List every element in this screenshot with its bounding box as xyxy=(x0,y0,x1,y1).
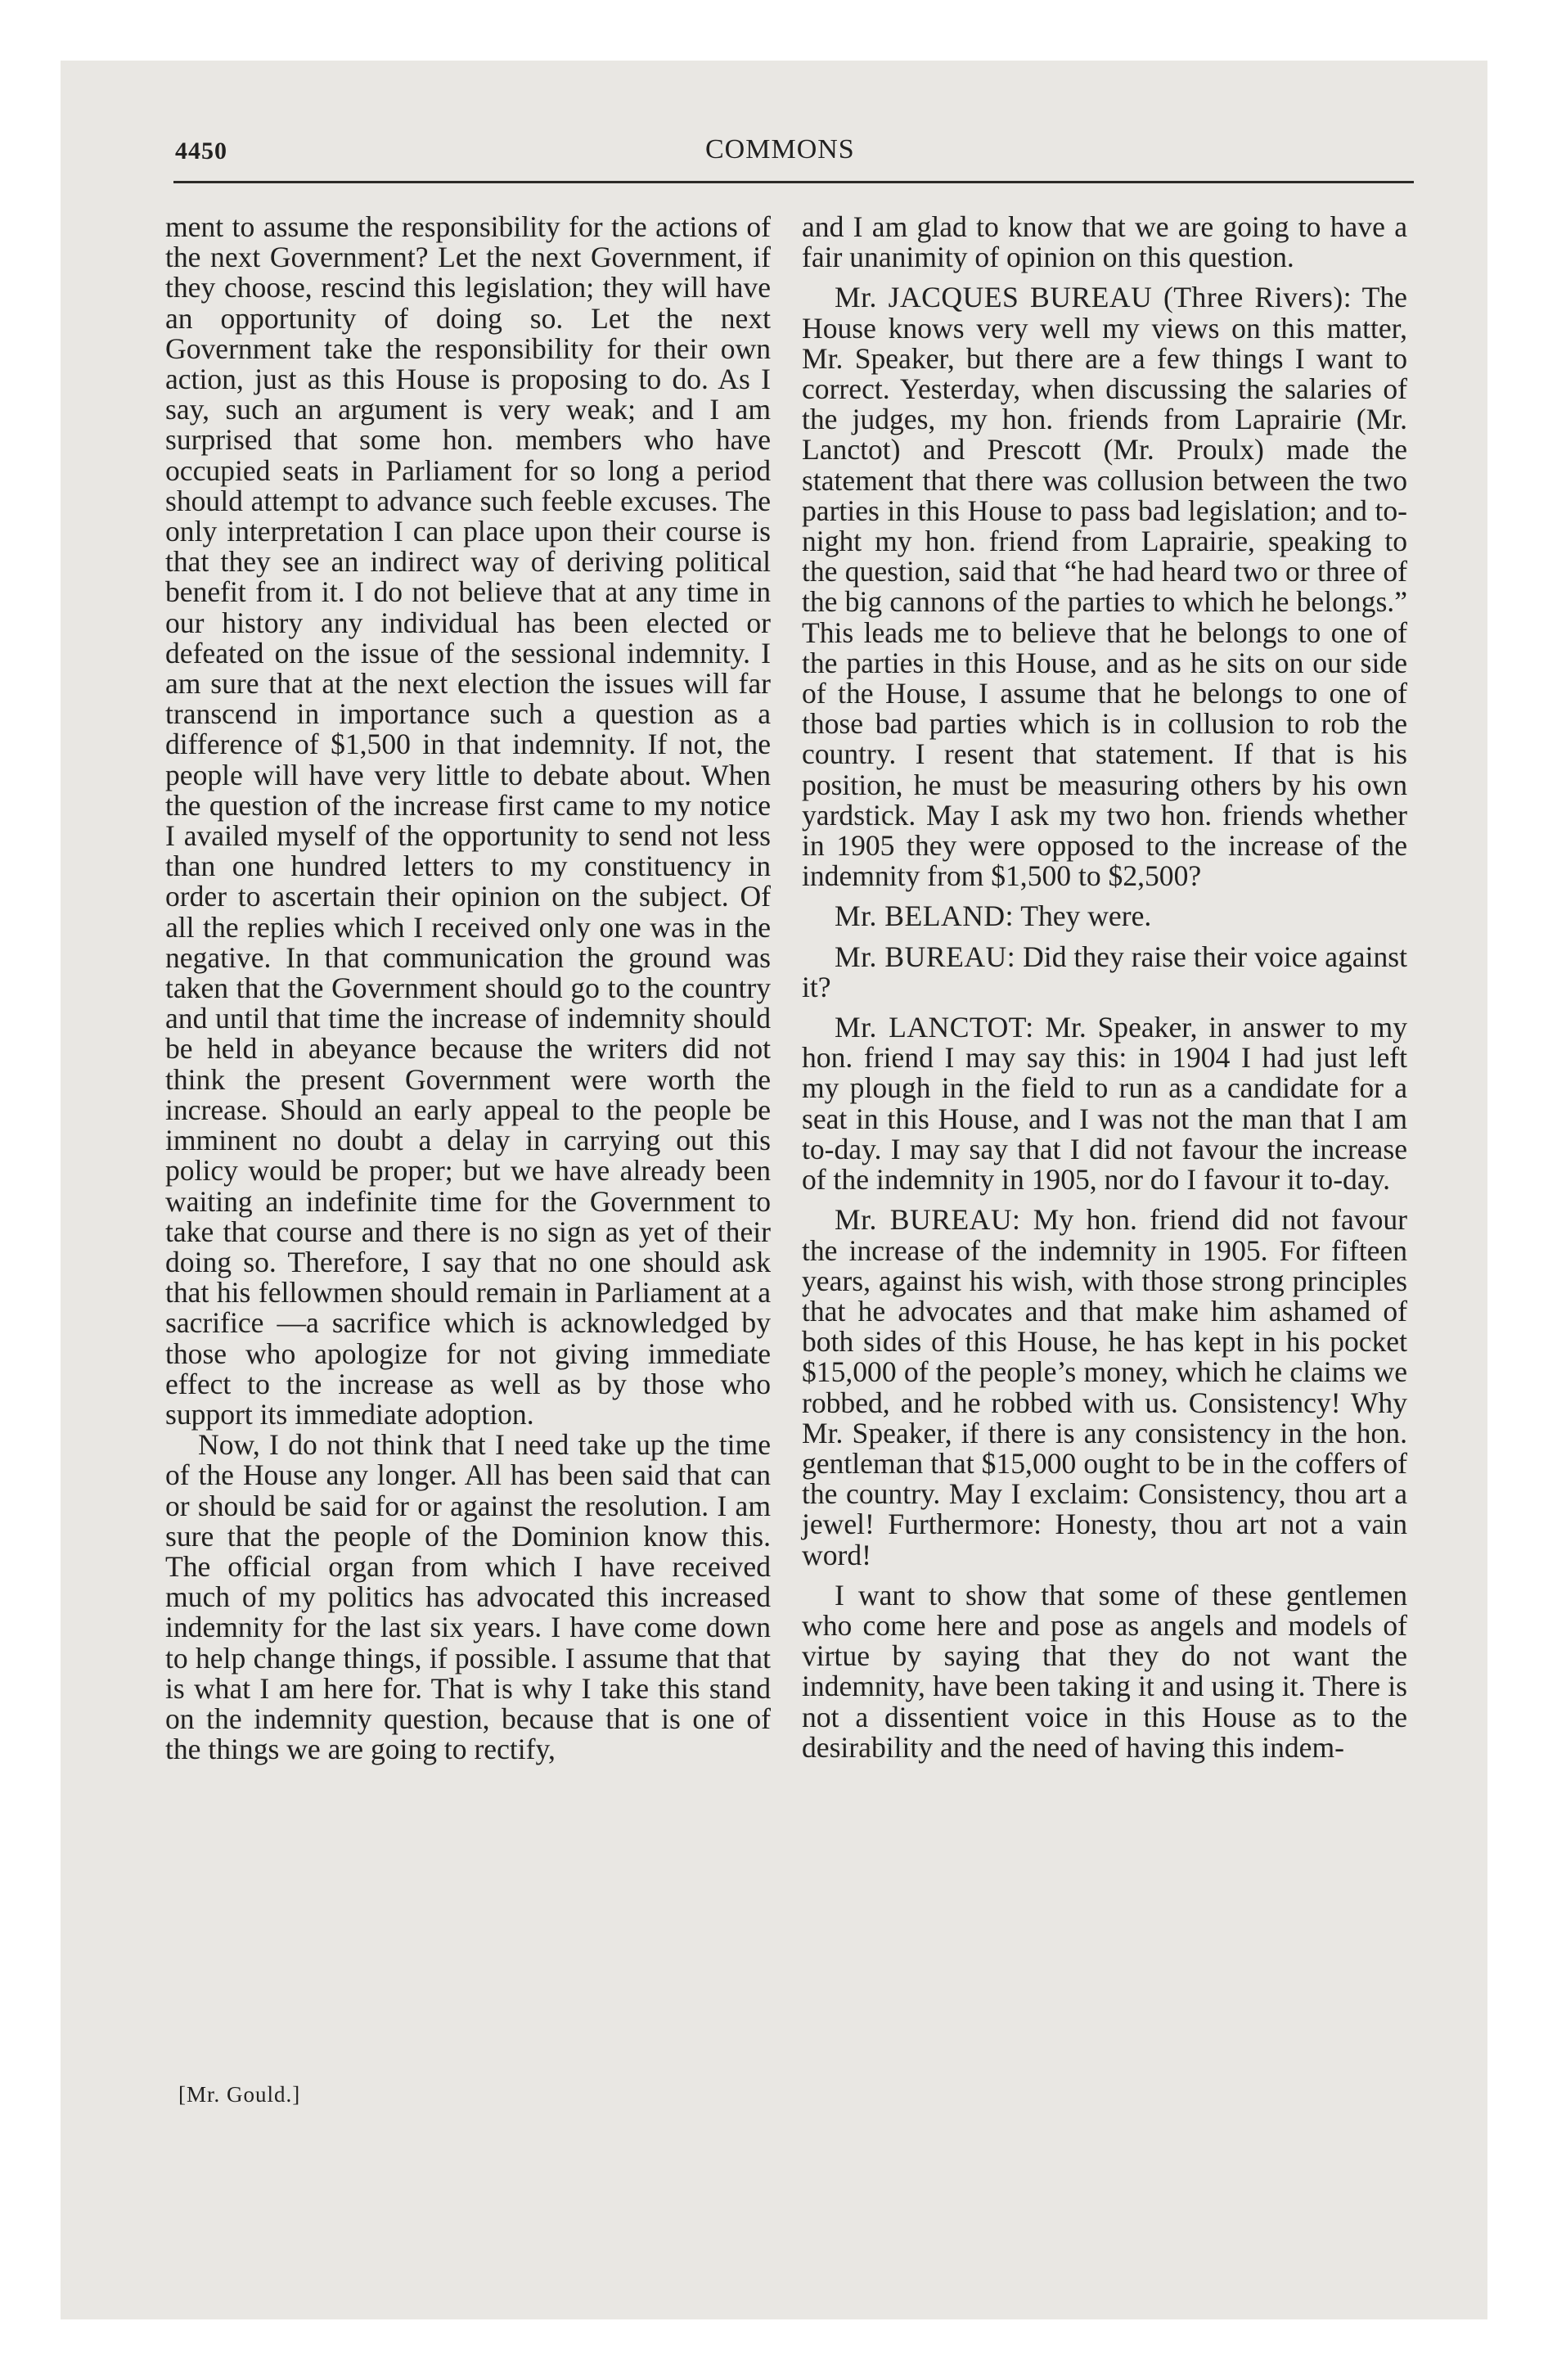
right-column xyxy=(802,212,1407,1763)
speaker-name: Mr. BUREAU: xyxy=(835,1203,1021,1237)
speaker-name: Mr. BUREAU: xyxy=(835,940,1016,973)
speech-paragraph xyxy=(802,282,1407,891)
left-column xyxy=(165,212,771,1765)
speech-text: The House knows very well my views on this matter, Mr. Speaker, but there are a few things I want to correct. Yesterday, when discussing the salaries of the judges, my hon. friends from Laprairie (Mr. Lanctot) and Prescott (Mr. Proulx) made the statement that there was collusion between the two parties in this House to pass bad legislation; and to-night my hon. friend from Laprairie, speaking to the question, said that “he had heard two or three of the big cannons of the parties to which he belongs.” This leads me to believe that he belongs to one of the parties in this House, and as he sits on our side of the House, I assume that he belongs to one of those bad parties which is in collusion to rob the country. I resent that statement. If that is his position, he must be measuring others by his own yardstick. May I ask my two hon. friends whether in 1905 they were opposed to the increase of the indemnity from $1,500 to $2,500? xyxy=(802,281,1407,893)
speech-text: Mr. Speaker, in answer to my hon. friend I may say this: in 1904 I had just left my plough in the field to run as a candidate for a seat in this House, and I was not the man that I am to-day. I may say that I did not favour the increase of the indemnity in 1905, nor do I favour it to-day. xyxy=(802,1011,1407,1197)
speech-paragraph xyxy=(802,942,1407,1003)
speech-text: Did they raise their voice against it? xyxy=(802,940,1407,1003)
speech-paragraph xyxy=(802,1205,1407,1570)
paragraph: I want to show that some of these gentlemen who come here and pose as angels and models of virtue by saying that they do not want the indemnity, have been taking it and using it. There is not a dissentient voice in this House as to the desirability and the need of having this indem- xyxy=(802,1578,1407,1764)
speaker-name: Mr. JACQUES BUREAU (Three Rivers): xyxy=(835,281,1352,314)
speaker-name: Mr. BELAND: xyxy=(835,899,1014,933)
header-rule xyxy=(173,181,1414,183)
footer-speaker-reference: [Mr. Gould.] xyxy=(178,2082,301,2107)
paragraph: and I am glad to know that we are going to have a fair unanimity of opinion on this question. xyxy=(802,210,1407,274)
speech-text: My hon. friend did not favour the increase of the indemnity in 1905. For fifteen years, against his wish, with those strong principles that he advocates and that make him ashamed of both sides of this House, he has kept in his pocket $15,000 of the people’s money, which he claims we robbed, and he robbed with us. Consistency! Why Mr. Speaker, if there is any consistency in the hon. gentleman that $15,000 ought to be in the coffers of the country. May I exclaim: Consistency, thou art a jewel! Furthermore: Honesty, thou art not a vain word! xyxy=(802,1203,1407,1571)
speech-text: They were. xyxy=(1020,899,1152,933)
paragraph: ment to assume the responsibility for the actions of the next Government? Let the next Government, if they choose, rescind this legislation; they will have an opportunity of doing so. Let the next Government take the responsibility for their own action, just as this House is proposing to do. As I say, such an argument is very weak; and I am surprised that some hon. members who have occupied seats in Parliament for so long a period should attempt to advance such feeble excuses. The only interpretation I can place upon their course is that they see an indirect way of deriving political benefit from it. I do not believe that at any time in our history any individual has been elected or defeated on the issue of the sessional indemnity. I am sure that at the next election the issues will far transcend in importance such a question as a difference of $1,500 in that indemnity. If not, the people will have very little to debate about. When the question of the increase first came to my notice I availed myself of the opportunity to send not less than one hundred letters to my constituency in order to ascertain their opinion on the subject. Of all the replies which I received only one was in the negative. In that communication the ground was taken that the Government should go to the country and until that time the increase of indemnity should be held in abeyance because the writers did not think the present Government were worth the increase. Should an early appeal to the people be imminent no doubt a delay in carrying out this policy would be proper; but we have already been waiting an indefinite time for the Government to take that course and there is no sign as yet of their doing so. Therefore, I say that no one should ask that his fellowmen should remain in Parliament at a sacrifice —a sacrifice which is acknowledged by those who apologize for not giving immediate effect to the increase as well as by those who support its immediate adoption. xyxy=(165,210,771,1431)
paragraph: Now, I do not think that I need take up the time of the House any longer. All has been said that can or should be said for or against the resolution. I am sure that the people of the Dominion know this. The official organ from which I have received much of my politics has advocated this increased indemnity for the last six years. I have come down to help change things, if possible. I assume that that is what I am here for. That is why I take this stand on the indemnity question, because that is one of the things we are going to rectify, xyxy=(165,1428,771,1766)
speaker-name: Mr. LANCTOT: xyxy=(835,1011,1034,1044)
speech-paragraph xyxy=(802,901,1407,931)
page-number: 4450 xyxy=(175,137,227,165)
running-head-title: COMMONS xyxy=(705,134,855,165)
speech-paragraph xyxy=(802,1012,1407,1195)
